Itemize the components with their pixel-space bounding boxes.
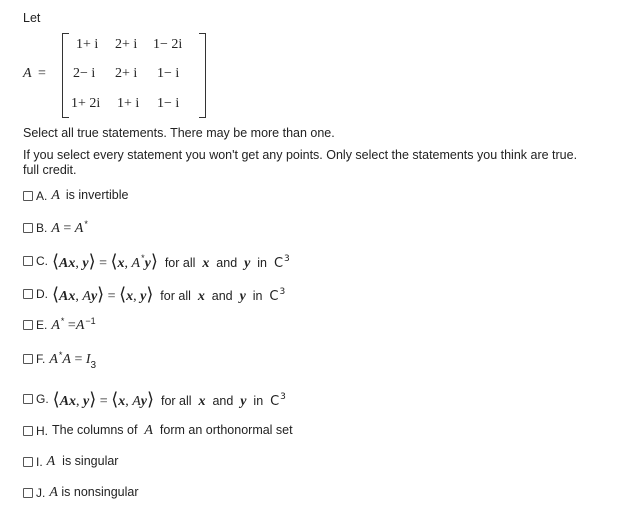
option-e[interactable] <box>23 315 96 335</box>
option-c[interactable] <box>23 251 290 271</box>
option-h-text: The columns of A form an orthonormal set <box>52 423 293 438</box>
option-e-text: $A^* =A^{-1}$ <box>51 315 96 334</box>
option-a-letter: A. <box>36 189 48 203</box>
option-e-checkbox[interactable] <box>23 320 33 330</box>
option-j[interactable] <box>23 483 139 503</box>
option-c-checkbox[interactable] <box>23 256 33 266</box>
option-h[interactable] <box>23 421 293 441</box>
option-j-letter: J. <box>36 486 46 500</box>
option-g[interactable] <box>23 389 286 409</box>
option-a-text: A is invertible <box>51 188 129 203</box>
matrix-cell-r2c2: 2+ i <box>115 66 138 81</box>
option-f[interactable] <box>23 349 97 372</box>
option-h-letter: H. <box>36 424 48 438</box>
option-b-letter: B. <box>36 221 48 235</box>
intro-label: Let <box>23 11 41 25</box>
option-g-text: ⟨Ax, y⟩ = ⟨x, Ay⟩ for all x and y in $C^3$ <box>52 388 286 410</box>
option-b-text: A = A* <box>51 218 88 237</box>
option-d-letter: D. <box>36 287 48 301</box>
option-i-letter: I. <box>36 455 43 469</box>
matrix-name: A <box>23 66 32 81</box>
matrix-cell-r2c3: 1− i <box>157 66 180 81</box>
matrix-cell-r1c2: 2+ i <box>115 37 138 52</box>
option-c-text: ⟨Ax, y⟩ = ⟨x, A*y⟩ for all x and y in $C^3$ <box>52 250 290 272</box>
matrix-cell-r3c3: 1− i <box>157 96 180 111</box>
matrix-cell-r1c3: 1− 2i <box>153 37 183 52</box>
option-i[interactable] <box>23 452 118 472</box>
option-b-checkbox[interactable] <box>23 223 33 233</box>
matrix-cell-r1c1: 1+ i <box>76 37 99 52</box>
option-d[interactable] <box>23 284 285 304</box>
instruction-warning: If you select every statement you won't get any points. Only select the statements you think are true. <box>23 148 578 162</box>
option-f-letter: F. <box>36 352 46 366</box>
option-d-checkbox[interactable] <box>23 289 33 299</box>
option-j-text: A is nonsingular <box>49 485 139 500</box>
instruction-full-credit: full credit. <box>23 163 77 177</box>
right-bracket <box>199 33 206 118</box>
matrix-cell-r3c1: 1+ 2i <box>71 96 101 111</box>
option-g-letter: G. <box>36 392 49 406</box>
instruction-select-all: Select all true statements. There may be more than one. <box>23 126 335 140</box>
option-i-text: A is singular <box>46 454 119 469</box>
left-bracket <box>62 33 69 118</box>
option-a[interactable] <box>23 186 128 206</box>
option-f-checkbox[interactable] <box>23 354 33 364</box>
option-j-checkbox[interactable] <box>23 488 33 498</box>
matrix-cell-r2c1: 2− i <box>73 66 96 81</box>
option-g-checkbox[interactable] <box>23 394 33 404</box>
matrix-equals: = <box>38 66 46 81</box>
option-b[interactable] <box>23 218 88 238</box>
option-f-text: $A^*A = I_3$ <box>49 349 97 372</box>
option-d-text: ⟨Ax, Ay⟩ = ⟨x, y⟩ for all x and y in $C^3$ <box>52 283 286 305</box>
option-c-letter: C. <box>36 254 48 268</box>
option-e-letter: E. <box>36 318 48 332</box>
option-a-checkbox[interactable] <box>23 191 33 201</box>
option-i-checkbox[interactable] <box>23 457 33 467</box>
matrix-cell-r3c2: 1+ i <box>117 96 140 111</box>
option-h-checkbox[interactable] <box>23 426 33 436</box>
